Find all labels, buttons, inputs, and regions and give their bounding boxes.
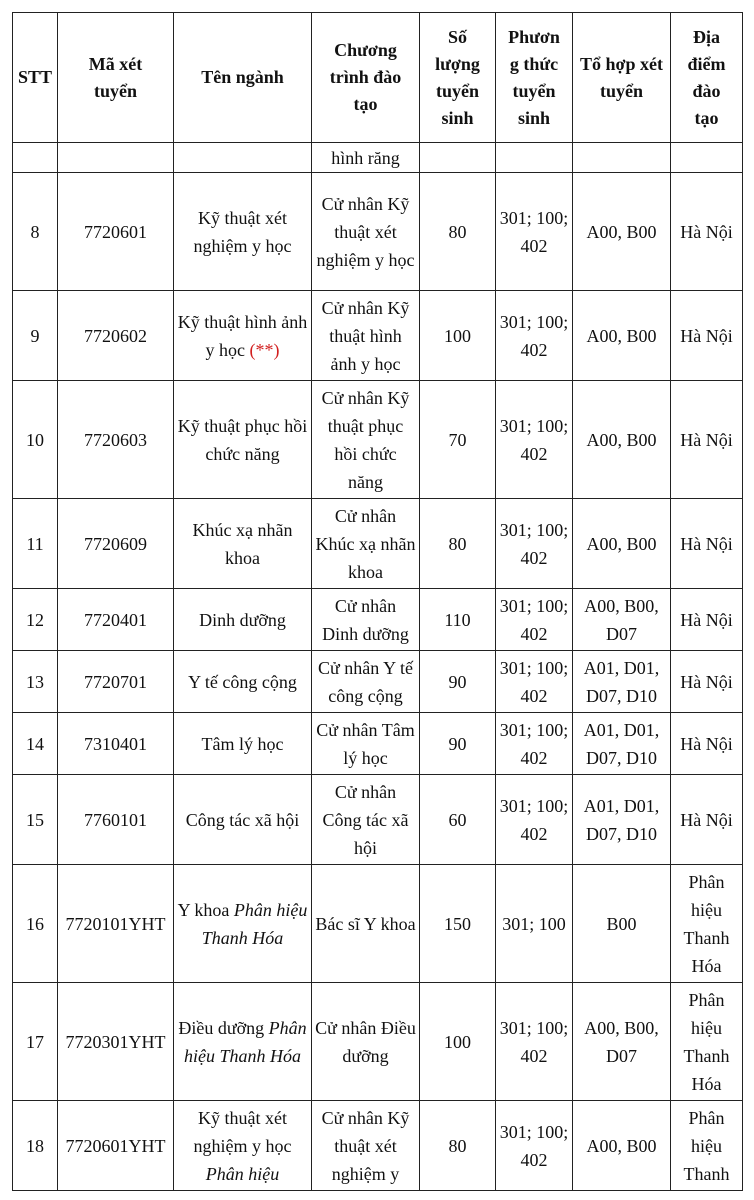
cell-tohop: A00, B00, D07 [573, 589, 671, 651]
cell-ma: 7720602 [58, 291, 174, 381]
cell-ten [174, 173, 312, 291]
cell-ten-nganh-text: Khúc xạ nhãn khoa [192, 519, 293, 568]
cell-ma: 7720601 [58, 173, 174, 291]
cell-tohop: A00, B00 [573, 499, 671, 589]
cell-ten [174, 983, 312, 1101]
cell-diadiem: Hà Nội [671, 651, 743, 713]
table-body [13, 143, 743, 1191]
cell-phan-hieu-text: Phân hiệu [205, 1163, 280, 1184]
cell-ten [174, 651, 312, 713]
cell-phuongthuc: 301; 100; 402 [496, 713, 573, 775]
cell-phuongthuc: 301; 100; 402 [496, 589, 573, 651]
cell-ten-nganh-text: Công tác xã hội [185, 809, 300, 830]
cell-ten [174, 1101, 312, 1191]
cell-diadiem: Phân hiệu Thanh Hóa [671, 865, 743, 983]
cell-tohop: A01, D01, D07, D10 [573, 651, 671, 713]
cell-chuong: Cử nhân Khúc xạ nhãn khoa [312, 499, 420, 589]
table-row [13, 1101, 743, 1191]
cell-stt: 12 [13, 589, 58, 651]
cell-ma: 7720101YHT [58, 865, 174, 983]
cell-soluong: 100 [420, 983, 496, 1101]
cell-ten-nganh-text: Kỹ thuật xét nghiệm y học [193, 207, 292, 256]
cell-chuong: Cử nhân Kỹ thuật xét nghiệm y [312, 1101, 420, 1191]
cell-chuong: Cử nhân Điều dưỡng [312, 983, 420, 1101]
cell-diadiem: Hà Nội [671, 713, 743, 775]
cell-chuong: Cử nhân Công tác xã hội [312, 775, 420, 865]
cell-soluong: 60 [420, 775, 496, 865]
cell-ma: 7720301YHT [58, 983, 174, 1101]
cell-stt: 15 [13, 775, 58, 865]
cell-stt: 11 [13, 499, 58, 589]
cell-phuongthuc: 301; 100; 402 [496, 775, 573, 865]
cell-ten [174, 589, 312, 651]
cell-ten-nganh-text: Y tế công cộng [188, 671, 297, 692]
cell-ten-nganh-text: Y khoa [177, 899, 230, 920]
cell-phuongthuc: 301; 100; 402 [496, 381, 573, 499]
header-row [13, 13, 743, 143]
cell-ten [174, 291, 312, 381]
cell-ten-nganh-text: Tâm lý học [201, 733, 284, 754]
cell-phuongthuc: 301; 100; 402 [496, 983, 573, 1101]
cell-soluong: 70 [420, 381, 496, 499]
cell-ten-nganh-text: Kỹ thuật xét nghiệm y học [193, 1107, 292, 1156]
cell-stt: 14 [13, 713, 58, 775]
table-header [13, 13, 743, 143]
cell-ma: 7720701 [58, 651, 174, 713]
header-dia-diem: Địa điểm đào tạo [671, 13, 743, 143]
header-phuong-thuc: Phương thức tuyển sinh [496, 13, 573, 143]
cell-soluong: 80 [420, 1101, 496, 1191]
cell-ten-nganh-text: Kỹ thuật phục hồi chức năng [177, 415, 308, 464]
cell-ma: 7720401 [58, 589, 174, 651]
header-ten-nganh: Tên ngành [174, 13, 312, 143]
table-row [13, 775, 743, 865]
cell-diadiem: Hà Nội [671, 173, 743, 291]
cell-ten [174, 775, 312, 865]
cell-tohop: A00, B00 [573, 381, 671, 499]
cell-soluong: 90 [420, 713, 496, 775]
cell-ma: 7720601YHT [58, 1101, 174, 1191]
cell-phuongthuc: 301; 100; 402 [496, 291, 573, 381]
cell-tohop: A00, B00 [573, 1101, 671, 1191]
cell-ma: 7760101 [58, 775, 174, 865]
cell-diadiem: Hà Nội [671, 381, 743, 499]
cell-chuong: Cử nhân Kỹ thuật phục hồi chức năng [312, 381, 420, 499]
cell-diadiem: Hà Nội [671, 775, 743, 865]
cell-phuongthuc: 301; 100; 402 [496, 173, 573, 291]
cell-ten [174, 865, 312, 983]
cell-chuong: Cử nhân Dinh dưỡng [312, 589, 420, 651]
table-row [13, 983, 743, 1101]
note-marker: (**) [249, 339, 280, 360]
cell-stt: 10 [13, 381, 58, 499]
cell-ma: 7720609 [58, 499, 174, 589]
cell-tohop: A00, B00 [573, 173, 671, 291]
cell-tohop: A00, B00 [573, 291, 671, 381]
header-so-luong: Số lượng tuyển sinh [420, 13, 496, 143]
table-row-continued [13, 143, 743, 173]
header-to-hop: Tổ hợp xét tuyển [573, 13, 671, 143]
cell-phan-hieu-text: Phân hiệu Thanh Hóa [201, 899, 308, 948]
cell-chuong: Cử nhân Y tế công cộng [312, 651, 420, 713]
table-row [13, 651, 743, 713]
cell-soluong: 90 [420, 651, 496, 713]
table-row [13, 589, 743, 651]
table-row [13, 381, 743, 499]
cell-stt: 9 [13, 291, 58, 381]
cell-diadiem: Hà Nội [671, 291, 743, 381]
cell-chuong: Cử nhân Tâm lý học [312, 713, 420, 775]
cell-chuong: Cử nhân Kỹ thuật xét nghiệm y học [312, 173, 420, 291]
cell-soluong: 110 [420, 589, 496, 651]
table-row [13, 713, 743, 775]
cell-tohop: B00 [573, 865, 671, 983]
table-row [13, 291, 743, 381]
cell-soluong: 80 [420, 173, 496, 291]
cell-stt: 17 [13, 983, 58, 1101]
cell-soluong: 80 [420, 499, 496, 589]
cell-ten [174, 499, 312, 589]
cell-phuongthuc: 301; 100; 402 [496, 499, 573, 589]
cell-stt: 16 [13, 865, 58, 983]
cell-ma: 7720603 [58, 381, 174, 499]
table-row [13, 499, 743, 589]
cell-ten-nganh-text: Kỹ thuật hình ảnh y học [177, 311, 308, 360]
cell-chuong: Cử nhân Kỹ thuật hình ảnh y học [312, 291, 420, 381]
table-row [13, 865, 743, 983]
header-ma-xet-tuyen: Mã xét tuyển [58, 13, 174, 143]
cell-phan-hieu-text: Phân hiệu Thanh Hóa [184, 1017, 307, 1066]
cell-phuongthuc: 301; 100 [496, 865, 573, 983]
cell-soluong: 100 [420, 291, 496, 381]
cell-phuongthuc: 301; 100; 402 [496, 651, 573, 713]
cell-tohop: A01, D01, D07, D10 [573, 775, 671, 865]
cell-ten-nganh-text: Điều dưỡng [178, 1017, 265, 1038]
cell-ma: 7310401 [58, 713, 174, 775]
cell-chuong: Bác sĩ Y khoa [312, 865, 420, 983]
cell-tohop: A00, B00, D07 [573, 983, 671, 1101]
cell-chuong-continued: hình răng [312, 143, 420, 173]
admission-table [12, 12, 743, 1191]
cell-stt: 8 [13, 173, 58, 291]
header-chuong-trinh: Chương trình đào tạo [312, 13, 420, 143]
cell-diadiem: Hà Nội [671, 499, 743, 589]
cell-diadiem: Phân hiệu Thanh [671, 1101, 743, 1191]
cell-soluong: 150 [420, 865, 496, 983]
header-stt: STT [13, 13, 58, 143]
table-row [13, 173, 743, 291]
cell-stt: 13 [13, 651, 58, 713]
cell-stt: 18 [13, 1101, 58, 1191]
cell-ten [174, 713, 312, 775]
cell-ten-nganh-text: Dinh dưỡng [199, 609, 286, 630]
cell-phuongthuc: 301; 100; 402 [496, 1101, 573, 1191]
cell-diadiem: Phân hiệu Thanh Hóa [671, 983, 743, 1101]
cell-tohop: A01, D01, D07, D10 [573, 713, 671, 775]
cell-diadiem: Hà Nội [671, 589, 743, 651]
cell-ten [174, 381, 312, 499]
document-page [12, 12, 742, 1191]
